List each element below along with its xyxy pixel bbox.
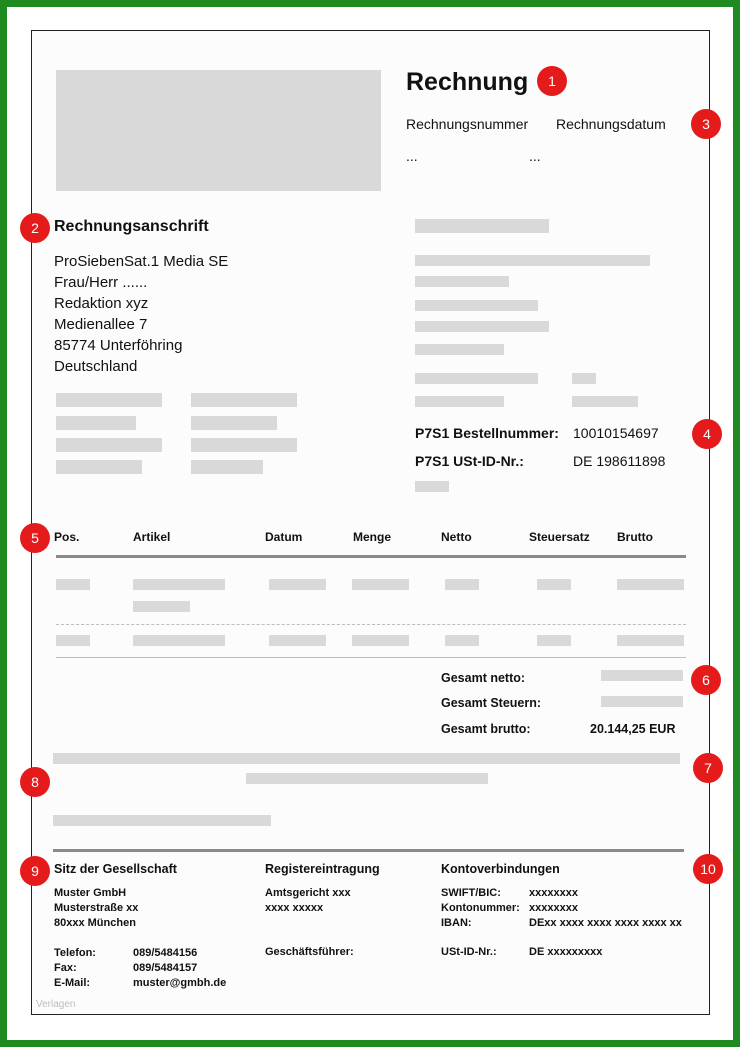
vat-id-label: P7S1 USt-ID-Nr.: — [415, 453, 524, 469]
column-header-tax-rate: Steuersatz — [529, 530, 590, 544]
footer-vat-value: DE xxxxxxxxx — [529, 946, 603, 958]
account-value: xxxxxxxx — [529, 902, 578, 914]
text-placeholder — [415, 344, 504, 355]
swift-value: xxxxxxxx — [529, 887, 578, 899]
billing-address — [54, 251, 228, 377]
text-placeholder — [56, 393, 162, 407]
cell-placeholder — [133, 579, 225, 590]
invoice-date-value: ... — [529, 148, 541, 164]
phone-value: 089/5484156 — [133, 947, 198, 959]
total-tax-label: Gesamt Steuern: — [441, 696, 542, 710]
table-header-divider — [56, 555, 686, 558]
footer-register-lines — [265, 886, 351, 916]
footer-contact-labels — [54, 946, 96, 991]
invoice-number-value: ... — [406, 148, 418, 164]
footer-divider — [53, 849, 684, 852]
annotation-badge-7: 7 — [693, 753, 723, 783]
column-header-net: Netto — [441, 530, 472, 544]
email-label: E-Mail: — [54, 977, 91, 989]
text-placeholder — [415, 373, 538, 384]
address-line: Deutschland — [54, 358, 138, 375]
swift-label: SWIFT/BIC: — [441, 887, 501, 899]
column-header-gross: Brutto — [617, 530, 653, 544]
company-line: Muster GmbH — [54, 887, 127, 899]
annotation-badge-8: 8 — [20, 767, 50, 797]
vat-id-value: DE 198611898 — [573, 453, 666, 469]
column-header-quantity: Menge — [353, 530, 392, 544]
cell-placeholder — [617, 635, 684, 646]
text-placeholder — [572, 396, 638, 407]
column-header-date: Datum — [265, 530, 303, 544]
phone-label: Telefon: — [54, 947, 96, 959]
total-net-label: Gesamt netto: — [441, 671, 526, 685]
annotation-badge-3: 3 — [691, 109, 721, 139]
address-line: 85774 Unterföhring — [54, 337, 183, 354]
total-gross-value: 20.144,25 EUR — [590, 722, 676, 736]
email-value: muster@gmbh.de — [133, 977, 227, 989]
cell-placeholder — [537, 635, 571, 646]
text-placeholder — [191, 438, 297, 452]
text-placeholder — [56, 460, 142, 474]
invoice-title: Rechnung — [406, 68, 529, 96]
register-line: xxxx xxxxx — [265, 902, 324, 914]
cell-placeholder — [269, 579, 326, 590]
text-placeholder — [191, 416, 277, 430]
annotation-badge-5: 5 — [20, 523, 50, 553]
cell-placeholder — [269, 635, 326, 646]
cell-placeholder — [56, 635, 90, 646]
watermark-text: Verlagen — [36, 999, 76, 1010]
text-placeholder — [56, 416, 136, 430]
cell-placeholder — [617, 579, 684, 590]
table-bottom-divider — [56, 657, 686, 658]
register-line: Amtsgericht xxx — [265, 887, 351, 899]
total-gross-label: Gesamt brutto: — [441, 722, 531, 736]
invoice-page — [31, 30, 716, 1015]
company-line: 80xxx München — [54, 917, 136, 929]
text-placeholder — [415, 396, 504, 407]
text-placeholder — [53, 753, 680, 764]
annotation-badge-2: 2 — [20, 213, 50, 243]
footer-register-heading: Registereintragung — [265, 862, 380, 876]
iban-value: DExx xxxx xxxx xxxx xxxx xx — [529, 917, 682, 929]
footer-vat-label: USt-ID-Nr.: — [441, 946, 497, 958]
text-placeholder — [56, 438, 162, 452]
text-placeholder — [415, 321, 549, 332]
order-number-value: 10010154697 — [573, 425, 659, 441]
annotation-badge-10: 10 — [693, 854, 723, 884]
annotation-badge-9: 9 — [20, 856, 50, 886]
cell-placeholder — [133, 601, 190, 612]
billing-heading: Rechnungsanschrift — [54, 218, 209, 235]
company-line: Musterstraße xx — [54, 902, 139, 914]
invoice-date-label: Rechnungsdatum — [556, 116, 666, 132]
logo-placeholder — [56, 70, 381, 191]
cell-placeholder — [445, 635, 479, 646]
total-tax-placeholder — [601, 696, 683, 707]
text-placeholder — [246, 773, 488, 784]
account-label: Kontonummer: — [441, 902, 520, 914]
text-placeholder — [572, 373, 596, 384]
footer-company-address — [54, 886, 138, 931]
invoice-number-label: Rechnungsnummer — [406, 116, 529, 132]
row-divider — [56, 624, 686, 625]
cell-placeholder — [352, 579, 409, 590]
cell-placeholder — [352, 635, 409, 646]
text-placeholder — [415, 276, 509, 287]
order-number-label: P7S1 Bestellnummer: — [415, 425, 559, 441]
address-line: Redaktion xyz — [54, 295, 149, 312]
fax-value: 089/5484157 — [133, 962, 198, 974]
address-line: Medienallee 7 — [54, 316, 148, 333]
text-placeholder — [53, 815, 271, 826]
total-net-placeholder — [601, 670, 683, 681]
cell-placeholder — [56, 579, 90, 590]
annotation-badge-6: 6 — [691, 665, 721, 695]
fax-label: Fax: — [54, 962, 77, 974]
cell-placeholder — [537, 579, 571, 590]
text-placeholder — [415, 219, 549, 233]
footer-bank-heading: Kontoverbindungen — [441, 862, 560, 876]
cell-placeholder — [445, 579, 479, 590]
text-placeholder — [191, 393, 297, 407]
text-placeholder — [191, 460, 263, 474]
address-line: ProSiebenSat.1 Media SE — [54, 253, 229, 270]
cell-placeholder — [133, 635, 225, 646]
iban-label: IBAN: — [441, 917, 472, 929]
column-header-pos: Pos. — [54, 530, 80, 544]
column-header-article: Artikel — [133, 530, 171, 544]
text-placeholder — [415, 481, 449, 492]
annotation-badge-1: 1 — [537, 66, 567, 96]
footer-company-heading: Sitz der Gesellschaft — [54, 862, 177, 876]
managing-director-label: Geschäftsführer: — [265, 946, 354, 958]
annotation-badge-4: 4 — [692, 419, 722, 449]
footer-contact-values — [133, 946, 226, 991]
text-placeholder — [415, 300, 538, 311]
address-line: Frau/Herr ...... — [54, 274, 148, 291]
text-placeholder — [415, 255, 650, 266]
footer-bank-labels — [441, 886, 520, 931]
footer-bank-values — [529, 886, 682, 931]
